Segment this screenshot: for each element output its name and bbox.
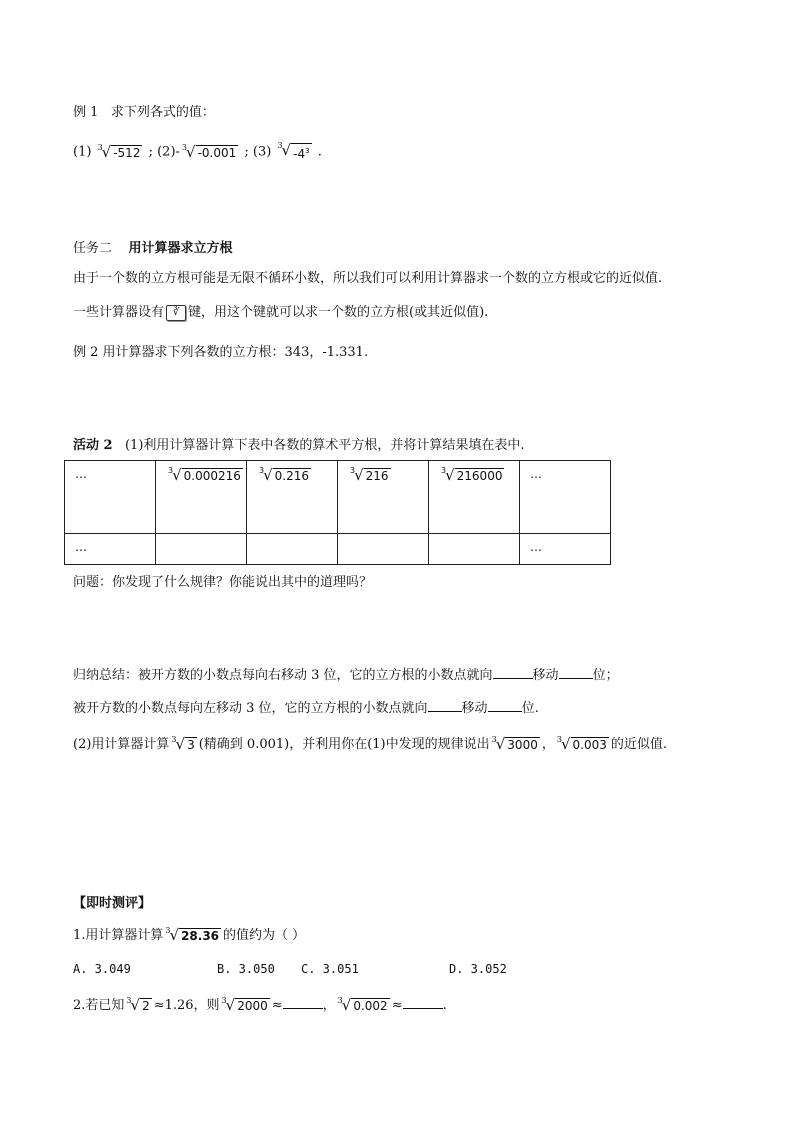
task2-heading: 用计算器求立方根 <box>128 241 233 256</box>
cube-root-table <box>64 460 611 565</box>
summary-line2 <box>73 699 539 718</box>
blank-direction-1[interactable] <box>493 666 533 679</box>
table-cell: … <box>65 534 156 565</box>
summary-l1-a: 归纳总结：被开方数的小数点每向右移动 3 位，它的立方根的小数点就向 <box>73 668 493 683</box>
blank-places-2[interactable] <box>488 699 522 712</box>
summary-l3-a: (2)用计算器计算 <box>73 737 170 752</box>
table-row <box>65 534 611 565</box>
answer-cell[interactable] <box>156 534 247 565</box>
table-cell: 3 √ 216 <box>338 461 429 534</box>
quiz-title: 【即时测评】 <box>73 896 152 911</box>
quiz-q2 <box>73 996 447 1015</box>
blank-direction-2[interactable] <box>428 699 462 712</box>
cube-root-neg-4-cubed: 3 √ $-4^3$ <box>277 141 310 161</box>
item-label-1: (1) <box>73 144 92 160</box>
task2-title <box>73 240 233 258</box>
table-cell: 3 √ 216000 <box>429 461 520 534</box>
option-b[interactable]: B. 3.050 <box>217 962 275 976</box>
task2-line2 <box>73 304 488 322</box>
task2-line2-a: 一些计算器设有 <box>73 305 165 320</box>
cube-root-3000: 3 √ 3000 <box>491 735 538 753</box>
answer-cell[interactable] <box>338 534 429 565</box>
table-cell: 3 √ 0.216 <box>247 461 338 534</box>
table-cell: 3 √ 0.000216 <box>156 461 247 534</box>
example2-text: 例 2 用计算器求下列各数的立方根：343，-1.331. <box>73 345 369 360</box>
q2-approx-1: ≈ <box>271 998 283 1013</box>
task2-line1: 由于一个数的立方根可能是无限不循环小数，所以我们可以利用计算器求一个数的立方根或它的近似值. <box>73 271 663 286</box>
q2-approx-2: ≈ <box>391 998 403 1013</box>
q2-end: . <box>442 998 447 1013</box>
cube-root-0003: 3 √ 0.003 <box>556 735 607 753</box>
q2-b: ≈1.26，则 <box>153 998 220 1013</box>
activity2-question: 问题：你发现了什么规律？你能说出其中的道理吗？ <box>73 575 373 590</box>
summary-l3-c: 的近似值. <box>610 737 668 752</box>
cube-root-2: 3 √ 2 <box>126 996 150 1014</box>
answer-cell[interactable] <box>429 534 520 565</box>
table-cell: … <box>65 461 156 534</box>
example1-prompt: 求下列各式的值： <box>110 105 215 120</box>
q1-a: 1.用计算器计算 <box>73 928 164 943</box>
example1-heading <box>73 104 215 122</box>
option-c[interactable]: C. 3.051 <box>301 962 359 976</box>
q2-sep: ， <box>322 998 336 1013</box>
cube-root-neg-0001: 3 √ -0.001 <box>181 142 237 161</box>
blank-answer-2[interactable] <box>403 996 443 1009</box>
q1-b: 的值约为（ ） <box>223 928 306 943</box>
table-cell: … <box>520 461 611 534</box>
table-cell: … <box>520 534 611 565</box>
item-sep-2: ; (3) <box>240 144 272 160</box>
summary-line3 <box>73 736 667 754</box>
q2-a: 2.若已知 <box>73 998 125 1013</box>
summary-line1 <box>73 666 619 685</box>
cube-root-neg-512: 3 √ -512 <box>97 142 141 161</box>
item-sep-1: ; (2)- <box>144 144 180 160</box>
summary-l1-b: 移动 <box>532 668 559 683</box>
summary-l1-c: 位； <box>592 668 619 683</box>
summary-l2-b: 移动 <box>461 701 488 716</box>
summary-l3-sep: ， <box>541 737 555 752</box>
activity2-label: 活动 2 <box>73 438 113 453</box>
cube-root-28-36: 3 √ 28.36 <box>165 926 220 944</box>
example1-label: 例 1 <box>73 105 99 120</box>
cube-root-3: 3 √ 3 <box>171 735 195 753</box>
option-d[interactable]: D. 3.052 <box>449 962 507 976</box>
summary-l2-c: 位. <box>521 701 539 716</box>
answer-cell[interactable] <box>247 534 338 565</box>
item-end: . <box>317 144 322 160</box>
activity2-text: (1)利用计算器计算下表中各数的算术平方根，并将计算结果填在表中. <box>124 438 525 453</box>
example1-items <box>73 142 322 162</box>
cube-root-2000: 3 √ 2000 <box>221 996 268 1014</box>
blank-places-1[interactable] <box>559 666 593 679</box>
cube-root-key-icon: ∛ <box>166 305 186 321</box>
option-a[interactable]: A. 3.049 <box>73 962 131 976</box>
blank-answer-1[interactable] <box>283 996 323 1009</box>
summary-l3-b: (精确到 0.001)，并利用你在(1)中发现的规律说出 <box>198 737 490 752</box>
task2-line2-b: 键，用这个键就可以求一个数的立方根(或其近似值). <box>188 305 489 320</box>
activity2-heading <box>73 437 525 455</box>
summary-l2-a: 被开方数的小数点每向左移动 3 位，它的立方根的小数点就向 <box>73 701 428 716</box>
table-row <box>65 461 611 534</box>
task2-label: 任务二 <box>73 241 113 256</box>
quiz-q1 <box>73 927 305 945</box>
cube-root-0002: 3 √ 0.002 <box>337 996 388 1014</box>
